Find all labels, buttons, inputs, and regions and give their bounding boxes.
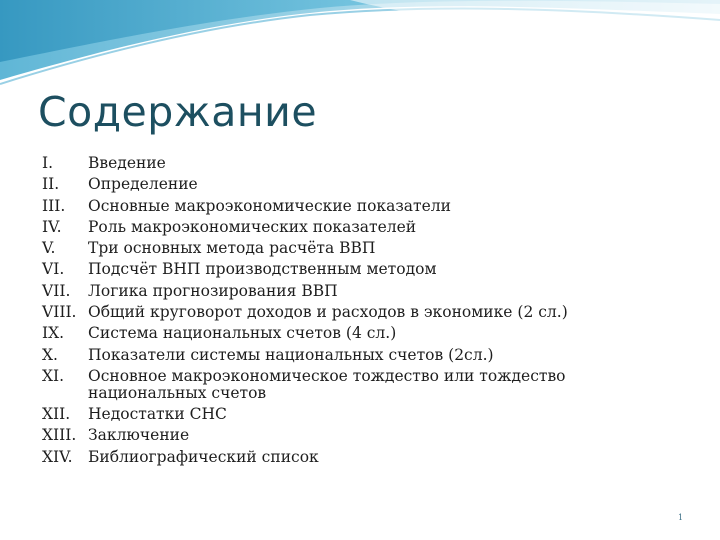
toc-item	[42, 425, 602, 446]
toc-item-text: Роль макроэкономических показателей	[88, 217, 417, 236]
page-number: 1	[678, 513, 684, 522]
toc-item-number: VIII.	[42, 303, 77, 322]
toc-item	[42, 302, 602, 323]
header-wave-decoration	[0, 0, 720, 90]
toc-item	[42, 217, 602, 238]
toc-item	[42, 404, 602, 425]
toc-item-text: Система национальных счетов (4 сл.)	[88, 324, 397, 343]
toc-item	[42, 345, 602, 366]
toc-item-text: Недостатки СНС	[88, 404, 227, 423]
toc-item-number: IX.	[42, 324, 65, 343]
toc-item-number: III.	[42, 196, 66, 215]
toc-item	[42, 281, 602, 302]
toc-item-text: Показатели системы национальных счетов (2сл.)	[88, 345, 494, 364]
toc-item-text: Основное макроэкономическое тождество или тождество национальных счетов	[88, 366, 566, 402]
toc-item-text: Определение	[88, 175, 198, 194]
toc-item-number: IV.	[42, 217, 62, 236]
toc-item	[42, 366, 602, 404]
toc-item	[42, 447, 602, 468]
toc-item-text: Логика прогнозирования ВВП	[88, 281, 338, 300]
table-of-contents	[42, 153, 602, 468]
toc-item	[42, 153, 602, 174]
toc-item-number: VI.	[42, 260, 65, 279]
toc-item	[42, 196, 602, 217]
toc-item-text: Введение	[88, 154, 166, 172]
toc-item-number: II.	[42, 175, 60, 194]
toc-item-text: Подсчёт ВНП производственным методом	[88, 260, 437, 279]
toc-item-number: I.	[42, 154, 54, 172]
toc-item-number: X.	[42, 345, 58, 364]
toc-item-text: Библиографический список	[88, 447, 319, 466]
toc-item-number: XII.	[42, 404, 71, 423]
toc-item-number: VII.	[42, 281, 71, 300]
slide-title: Содержание	[38, 88, 318, 136]
toc-item-text: Общий круговорот доходов и расходов в экономике (2 сл.)	[88, 303, 568, 322]
toc-item-text: Основные макроэкономические показатели	[88, 196, 451, 215]
toc-item	[42, 174, 602, 195]
toc-item-number: XI.	[42, 366, 65, 385]
toc-item	[42, 259, 602, 280]
toc-item-number: XIV.	[42, 447, 73, 466]
toc-item	[42, 238, 602, 259]
toc-item-number: XIII.	[42, 426, 77, 445]
toc-item-number: V.	[42, 239, 56, 258]
toc-item	[42, 323, 602, 344]
toc-item-text: Заключение	[88, 426, 190, 445]
toc-item-text: Три основных метода расчёта ВВП	[88, 239, 376, 258]
